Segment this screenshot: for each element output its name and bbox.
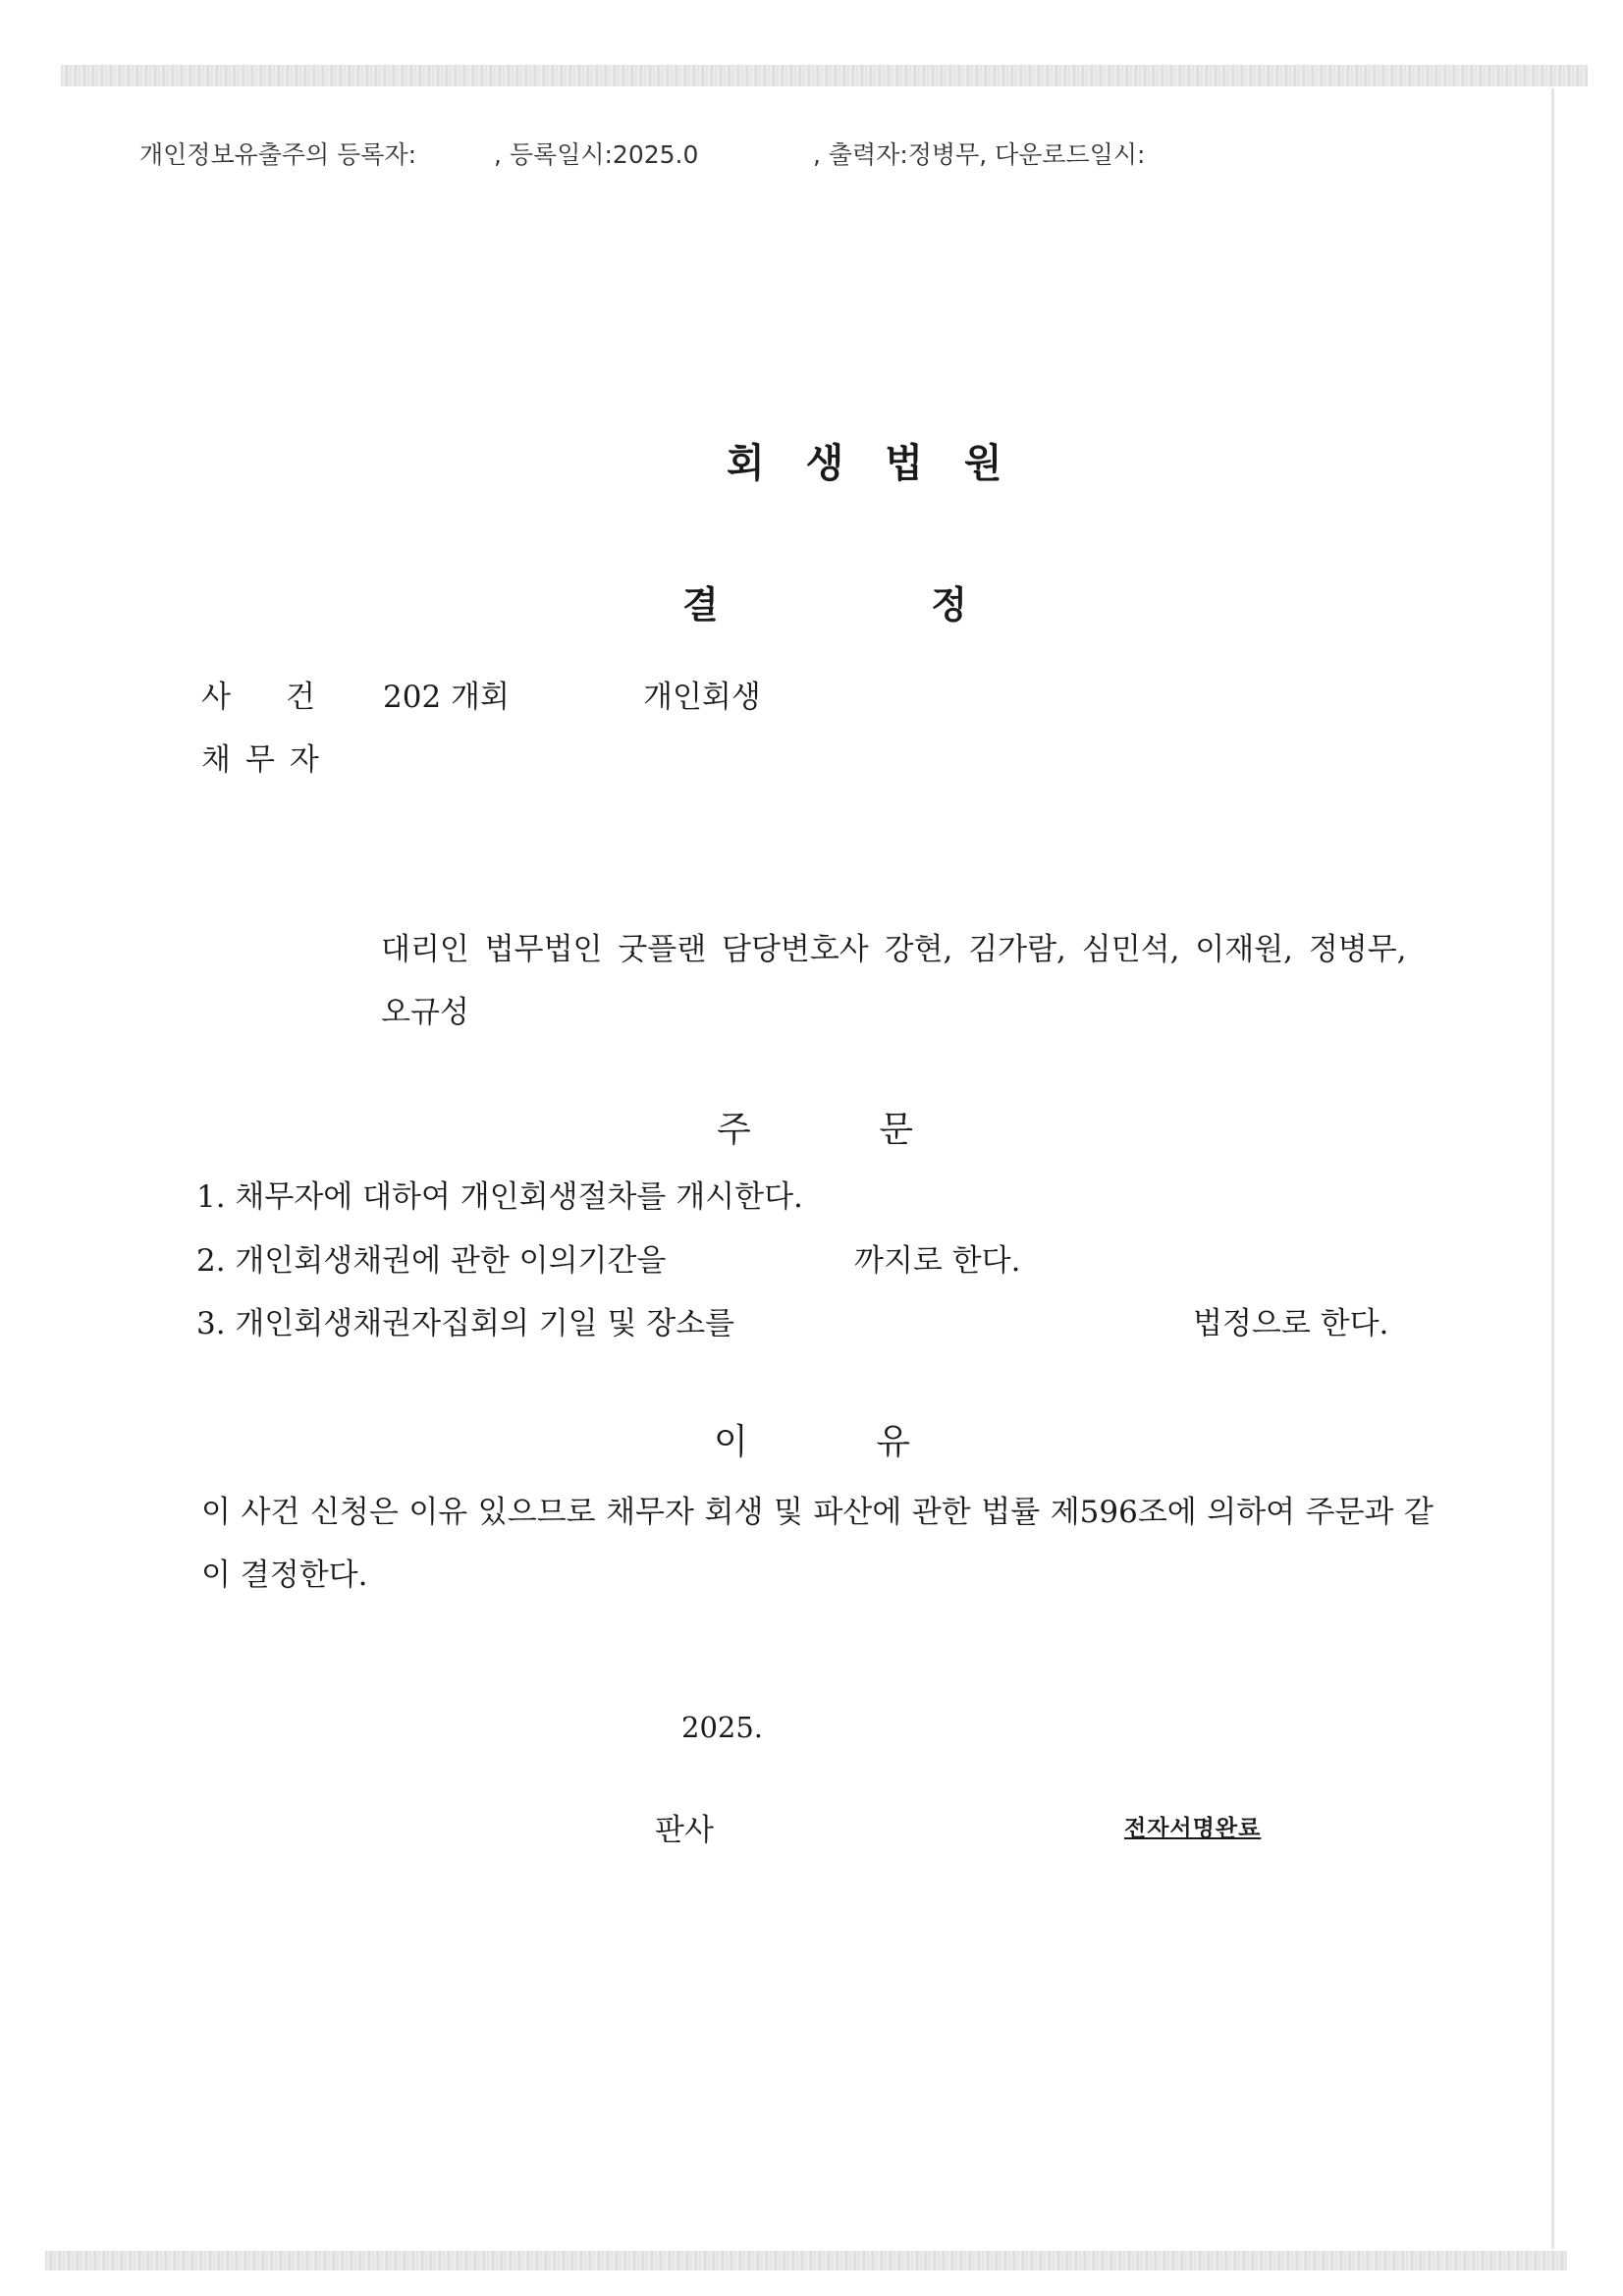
reason-title-char-1: 이 [714,1422,748,1462]
decision-title [682,574,967,629]
debtor-label: 채무자 [201,742,334,778]
scan-artifact-top [61,65,1588,86]
order-title-char-1: 주 [717,1110,751,1150]
case-label: 사건 [201,680,370,715]
judge-label: 판사 [655,1813,714,1848]
court-name: 회생법원 [727,441,1044,486]
agent-text: 대리인 법무법인 굿플랜 담당변호사 강현, 김가람, 심민석, 이재원, 정병무, 오규성 [381,932,1407,1030]
order-item-1: 1. 채무자에 대하여 개인회생절차를 개시한다. [196,1179,803,1215]
order-title [717,1102,913,1152]
scan-artifact-edge [1551,88,1554,2249]
reason-title [714,1414,910,1464]
case-number: 202 개회 [383,680,510,715]
decision-date: 2025. [681,1711,764,1744]
electronic-signature-stamp: 전자서명완료 [1124,1816,1262,1841]
order-item-2-tail: 까지로 한다. [854,1243,1021,1279]
order-item-2: 2. 개인회생채권에 관한 이의기간을 [196,1243,667,1279]
scan-artifact-bottom [45,2251,1567,2270]
header-registered-at: , 등록일시:2025.0 [494,140,699,169]
header-registrant: 개인정보유출주의 등록자: [139,140,417,169]
decision-title-char-1: 결 [682,583,719,627]
decision-title-char-2: 정 [931,583,967,627]
reason-title-char-2: 유 [876,1422,910,1462]
order-title-char-2: 문 [879,1110,913,1150]
reason-text: 이 사건 신청은 이유 있으므로 채무자 회생 및 파산에 관한 법률 제596조에 의하여 주문과 같이 결정한다. [201,1495,1434,1593]
header-printer: , 출력자:정병무, 다운로드일시: [813,140,1146,169]
order-item-3-tail: 법정으로 한다. [1193,1306,1389,1341]
case-type: 개인회생 [643,680,761,715]
order-item-3: 3. 개인회생채권자집회의 기일 및 장소를 [196,1306,735,1341]
